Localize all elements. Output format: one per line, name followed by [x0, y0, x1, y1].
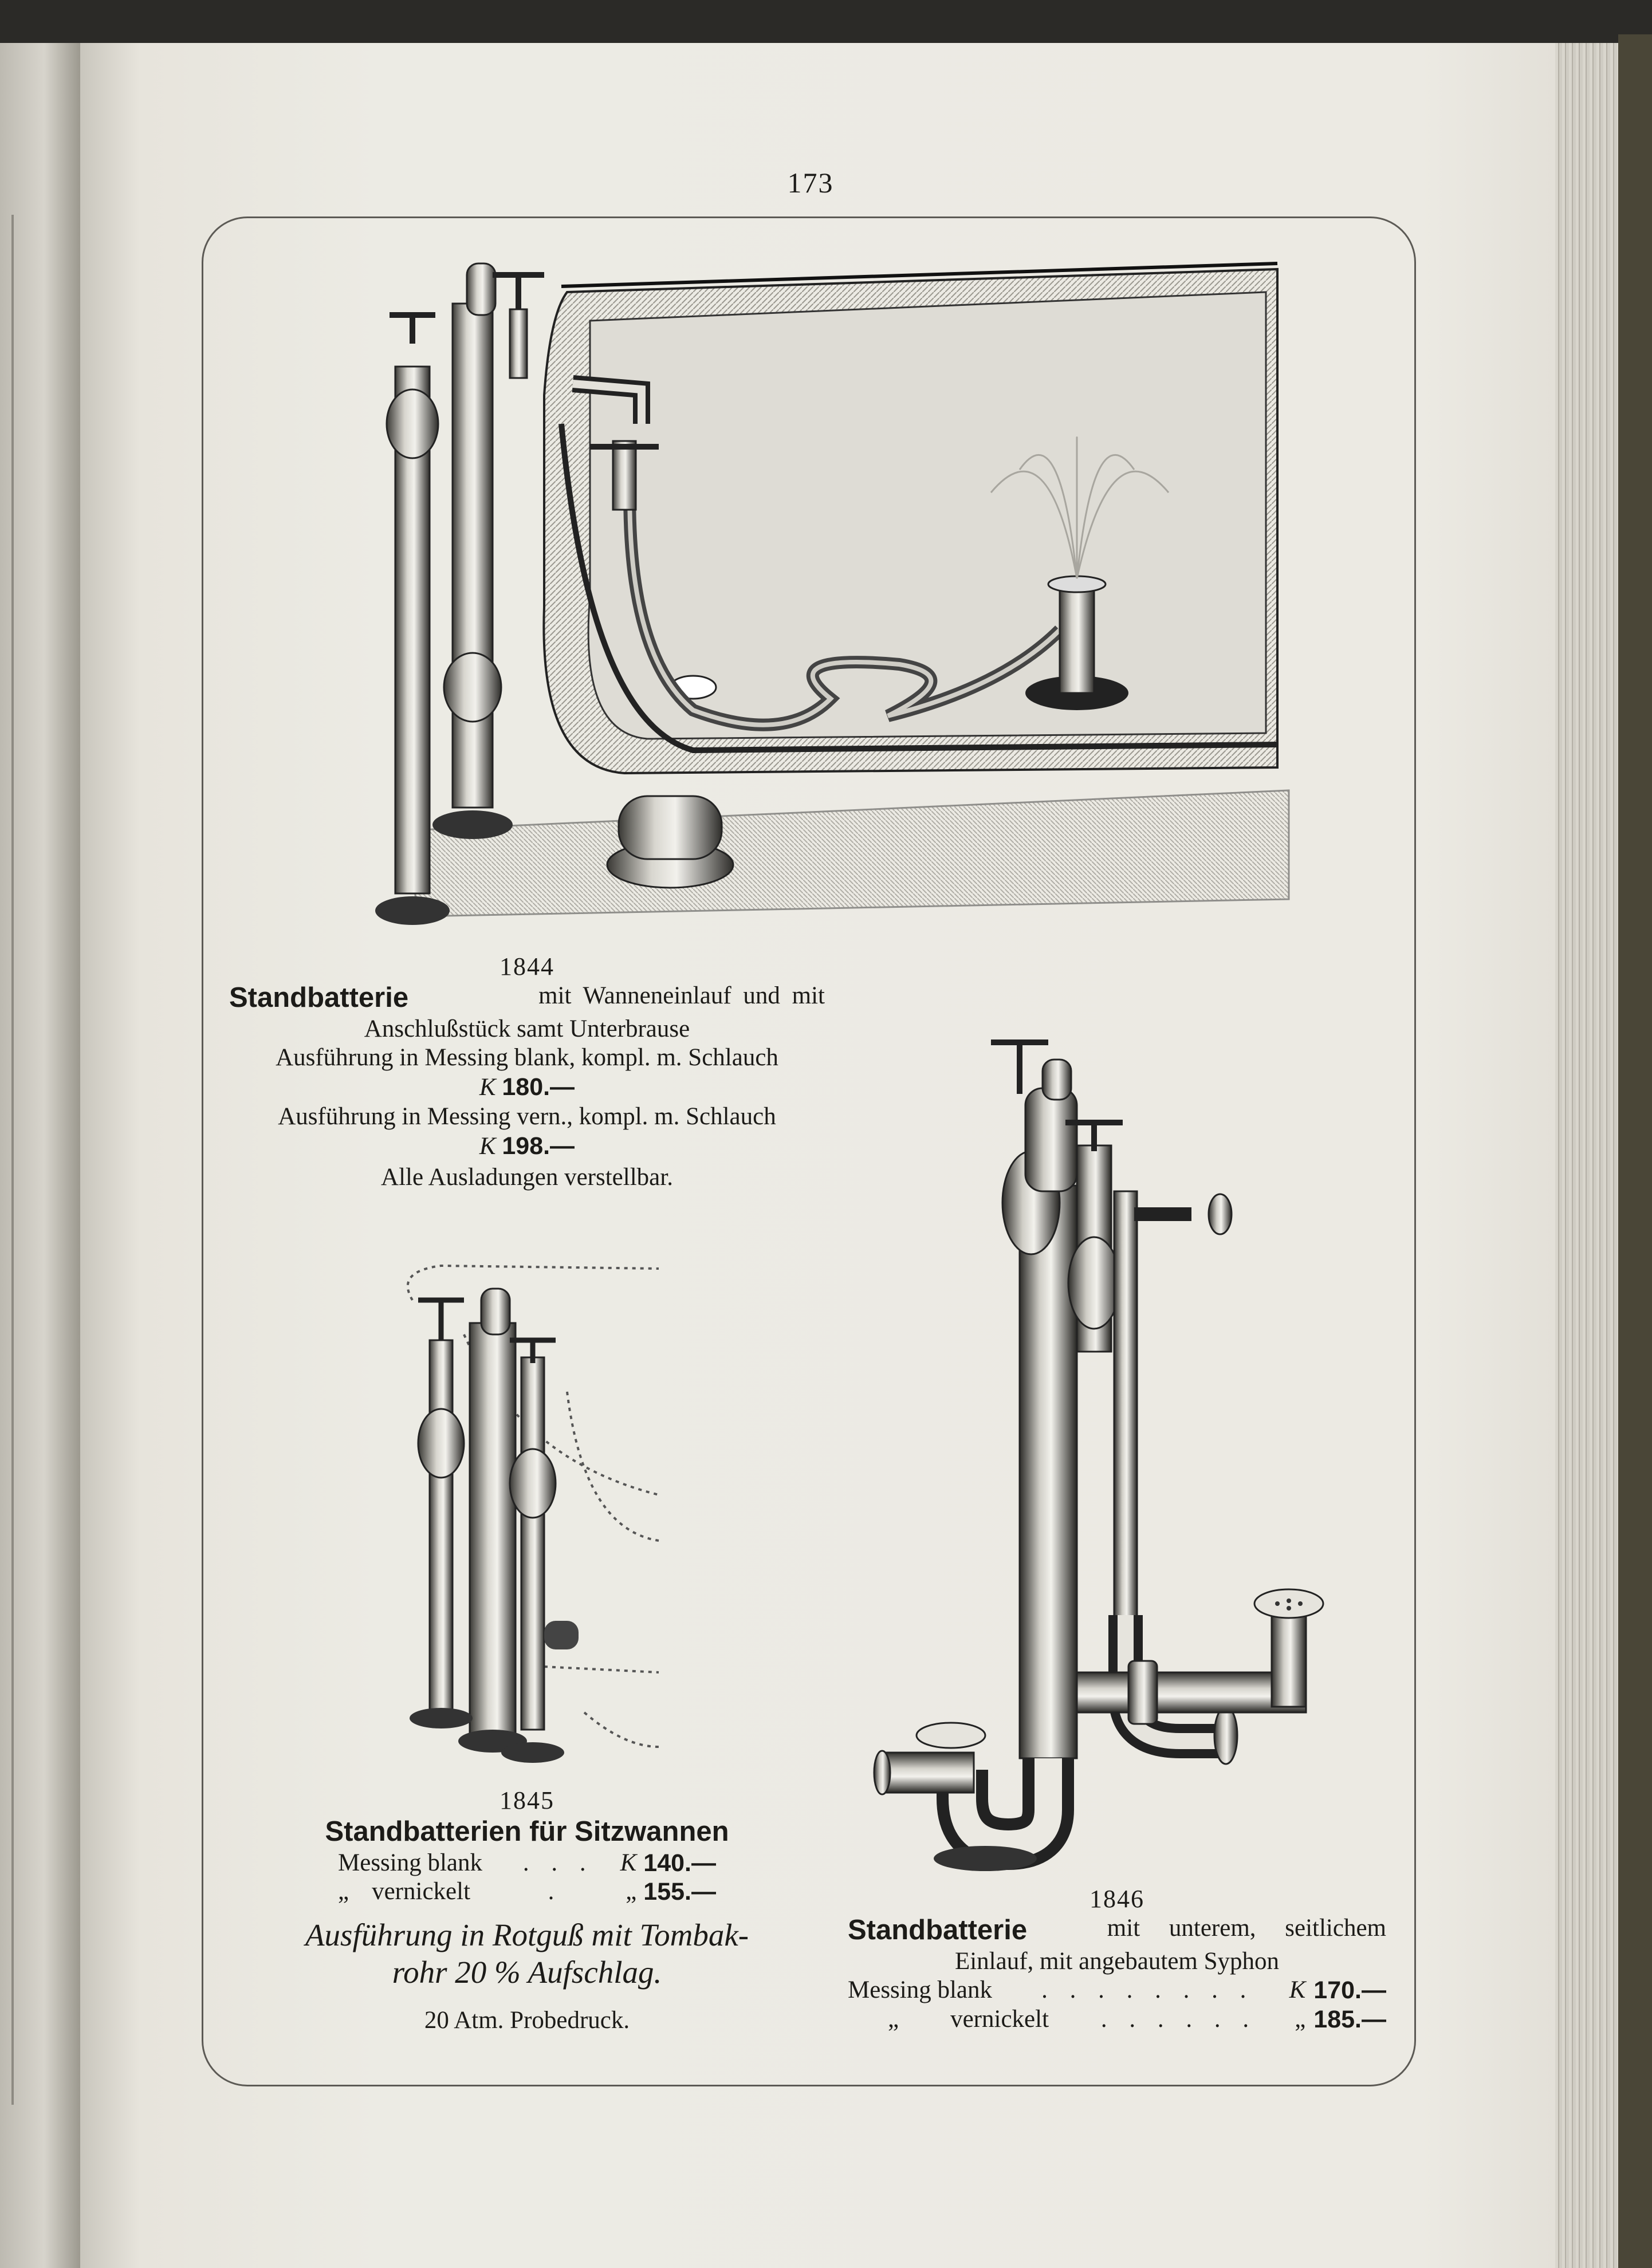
left-page-frame-line: [11, 215, 14, 2105]
ditto-mark: „: [1295, 2006, 1306, 2033]
currency-k: K: [479, 1132, 496, 1160]
illustration-1845-sitz-bath-battery: [395, 1254, 682, 1770]
caption-1844: [229, 952, 825, 1192]
price-row-1-1845: [338, 1849, 716, 1878]
price-155: 155.—: [643, 1878, 716, 1906]
item-number-1846: 1846: [1089, 1885, 1144, 1913]
line4-1844: Ausführung in Messing vern., kompl. m. Schlauch: [278, 1102, 776, 1130]
title-1845: Standbatterien für Sitzwannen: [325, 1816, 729, 1847]
page-number: 173: [787, 167, 834, 199]
title-1846: [848, 1914, 1386, 1947]
title-rest-1844: mit Wanneneinlauf und mit: [538, 982, 825, 1009]
label-vernickelt: vernickelt: [950, 2006, 1049, 2033]
pressure-note: 20 Atm. Probedruck.: [424, 2006, 630, 2034]
line2-1844: Anschlußstück samt Unterbrause: [364, 1015, 690, 1042]
leader-dots: . . .: [509, 1849, 594, 1876]
italic-note-line2: rohr 20 % Aufschlag.: [392, 1955, 662, 1990]
book-cover-edge: [1618, 34, 1652, 2268]
price2-1844: [229, 1132, 825, 1161]
ditto-mark: „: [626, 1878, 637, 1905]
leader-dots: . . . . . . . .: [1027, 1976, 1254, 2004]
label-messing-blank: Messing blank: [848, 1976, 993, 2004]
title-1844: [229, 982, 825, 1015]
label-vernickelt: vernickelt: [372, 1878, 471, 1905]
price-140: 140.—: [643, 1849, 716, 1877]
price-row-1-1846: [848, 1976, 1386, 2005]
currency-k: K: [1289, 1976, 1306, 2004]
title-bold-1844: Standbatterie: [229, 982, 409, 1013]
title-bold-1846: Standbatterie: [848, 1914, 1028, 1946]
line5-1844: Alle Ausladungen verstellbar.: [381, 1164, 673, 1191]
label-messing-blank: Messing blank: [338, 1849, 483, 1876]
left-page-edge: [0, 43, 80, 2268]
item-number-1844: 1844: [499, 952, 554, 981]
italic-note-line1: Ausführung in Rotguß mit Tombak-: [305, 1917, 749, 1953]
caption-1845: [235, 1786, 819, 2035]
page-stack-edges: [1555, 43, 1618, 2268]
currency-k: K: [620, 1849, 637, 1876]
line3-1844: Ausführung in Messing blank, kompl. m. Schlauch: [276, 1044, 778, 1072]
price-185: 185.—: [1313, 2006, 1386, 2034]
line2-1846: Einlauf, mit angebautem Syphon: [954, 1947, 1280, 1975]
ditto-mark: „: [338, 1878, 349, 1905]
illustration-1844-bathtub: [372, 252, 1369, 951]
price-row-2-1846: [848, 2005, 1386, 2034]
caption-1846: [848, 1884, 1386, 2034]
leader-dots: .: [533, 1878, 563, 1905]
title-rest-1846: mit unterem, seitlichem: [1107, 1914, 1386, 1942]
ditto-mark: „: [888, 2006, 899, 2033]
currency-k: K: [479, 1074, 496, 1101]
price-170: 170.—: [1313, 1976, 1386, 2005]
item-number-1845: 1845: [499, 1786, 554, 1814]
price-198: 198.—: [502, 1132, 575, 1160]
leader-dots: . . . . . .: [1087, 2006, 1257, 2033]
price1-1844: [229, 1073, 825, 1102]
illustration-1846-siphon-battery: [859, 1008, 1386, 1879]
price-180: 180.—: [502, 1073, 575, 1101]
price-row-2-1845: [338, 1877, 716, 1907]
